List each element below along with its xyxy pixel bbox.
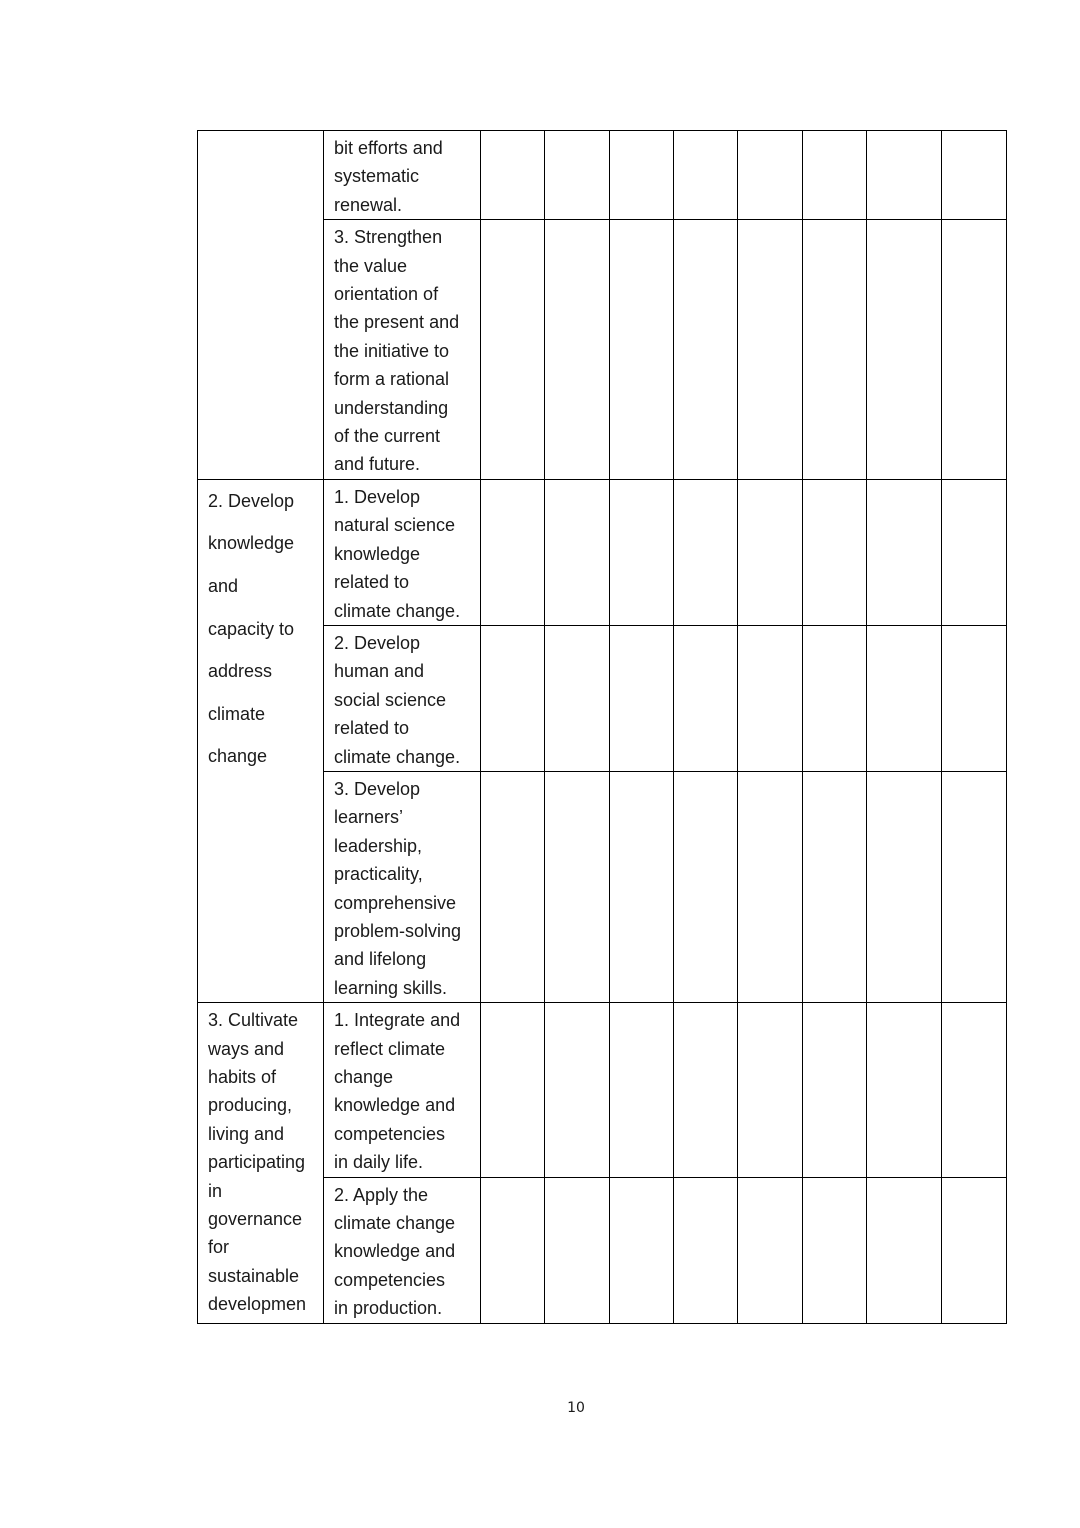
score-cell (481, 220, 545, 480)
table-row (198, 1003, 1007, 1177)
score-cell (545, 220, 610, 480)
indicator-label: bit efforts and systematic renewal. (334, 138, 443, 215)
score-cell (481, 771, 545, 1002)
score-cell (610, 625, 674, 771)
score-cell (674, 479, 738, 625)
score-cell (738, 771, 803, 1002)
score-cell (674, 1177, 738, 1323)
score-cell (610, 771, 674, 1002)
score-cell (867, 1003, 942, 1177)
score-cell (481, 1177, 545, 1323)
score-cell (610, 131, 674, 220)
indicator-cell (324, 771, 481, 1002)
score-cell (610, 1003, 674, 1177)
score-cell (545, 1177, 610, 1323)
score-cell (481, 131, 545, 220)
dimension-label: 2. Develop knowledge and capacity to address climate change (208, 490, 295, 767)
score-cell (738, 479, 803, 625)
score-cell (942, 1003, 1007, 1177)
score-cell (610, 1177, 674, 1323)
score-cell (674, 131, 738, 220)
indicator-cell (324, 625, 481, 771)
score-cell (803, 1003, 867, 1177)
evaluation-table (197, 130, 1007, 1324)
score-cell (481, 1003, 545, 1177)
score-cell (738, 625, 803, 771)
indicator-label: 1. Integrate and reflect climate change knowledge and competencies in daily life. (334, 1010, 461, 1173)
score-cell (610, 220, 674, 480)
table-row (198, 479, 1007, 625)
score-cell (867, 625, 942, 771)
indicator-cell (324, 220, 481, 480)
score-cell (674, 1003, 738, 1177)
indicator-cell (324, 1003, 481, 1177)
score-cell (803, 479, 867, 625)
score-cell (674, 771, 738, 1002)
score-cell (867, 131, 942, 220)
score-cell (610, 479, 674, 625)
dimension-cell (198, 1003, 324, 1323)
score-cell (674, 220, 738, 480)
score-cell (481, 625, 545, 771)
score-cell (803, 625, 867, 771)
indicator-cell (324, 131, 481, 220)
score-cell (867, 1177, 942, 1323)
score-cell (545, 771, 610, 1002)
indicator-label: 3. Strengthen the value orientation of the present and the initiative to form a rational understanding of the current and future. (334, 227, 460, 475)
score-cell (738, 1003, 803, 1177)
score-cell (545, 131, 610, 220)
score-cell (803, 1177, 867, 1323)
score-cell (942, 479, 1007, 625)
score-cell (738, 1177, 803, 1323)
indicator-label: 2. Apply the climate change knowledge and competencies in production. (334, 1184, 456, 1319)
dimension-label: 3. Cultivate ways and habits of producing, living and participating in governance for sustainable developmen (208, 1010, 307, 1315)
score-cell (942, 771, 1007, 1002)
score-cell (867, 771, 942, 1002)
indicator-cell (324, 479, 481, 625)
dimension-cell (198, 479, 324, 1002)
score-cell (942, 131, 1007, 220)
indicator-cell (324, 1177, 481, 1323)
page-number: 10 (567, 1400, 585, 1416)
indicator-label: 1. Develop natural science knowledge related to climate change. (334, 486, 461, 621)
score-cell (545, 625, 610, 771)
dimension-label (198, 131, 323, 134)
score-cell (942, 220, 1007, 480)
score-cell (942, 625, 1007, 771)
score-cell (942, 1177, 1007, 1323)
score-cell (867, 479, 942, 625)
score-cell (803, 220, 867, 480)
score-cell (867, 220, 942, 480)
table-row (198, 131, 1007, 220)
score-cell (803, 131, 867, 220)
score-cell (674, 625, 738, 771)
score-cell (738, 131, 803, 220)
dimension-cell (198, 131, 324, 480)
score-cell (545, 1003, 610, 1177)
indicator-label: 2. Develop human and social science related to climate change. (334, 632, 461, 767)
score-cell (481, 479, 545, 625)
indicator-label: 3. Develop learners’ leadership, practicality, comprehensive problem-solving and lifelong learning skills. (334, 778, 462, 998)
score-cell (803, 771, 867, 1002)
score-cell (738, 220, 803, 480)
score-cell (545, 479, 610, 625)
